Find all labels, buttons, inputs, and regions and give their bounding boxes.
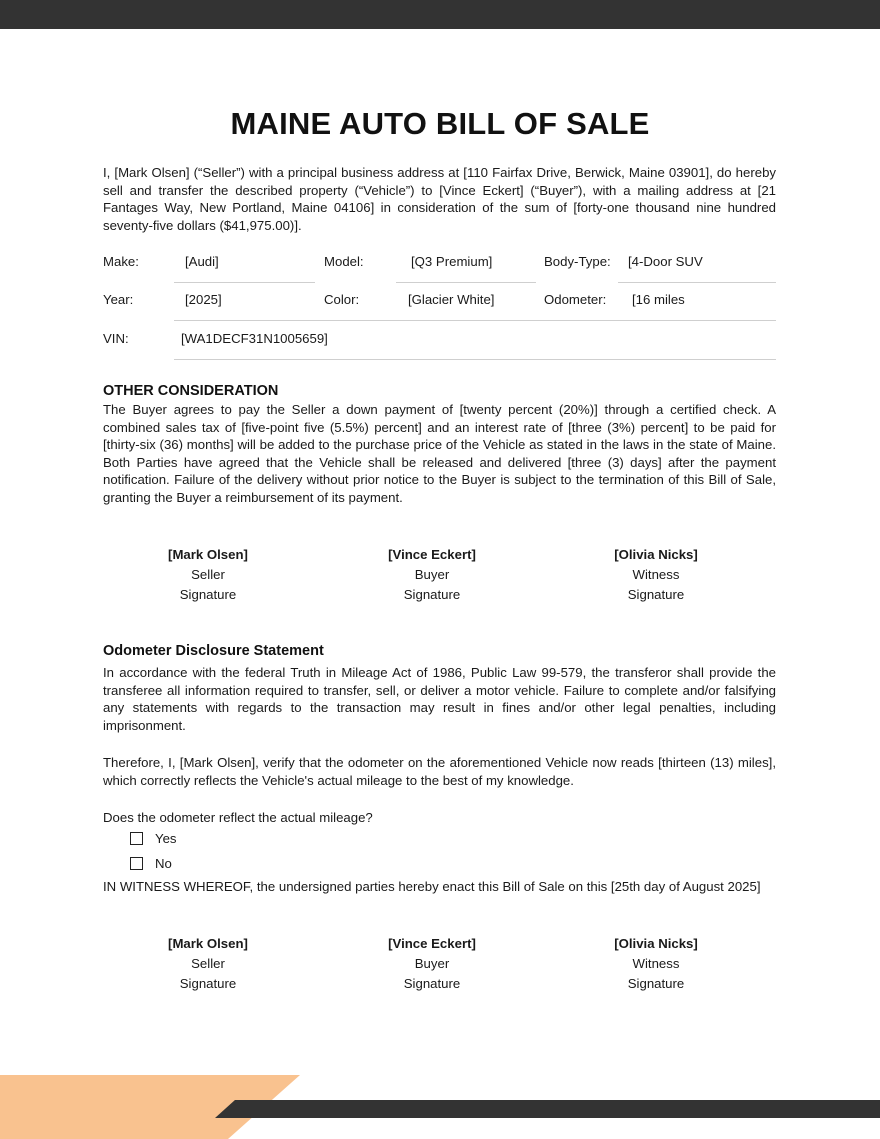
- signature-label: Signature: [179, 587, 237, 602]
- odometer-verification-paragraph: Therefore, I, [Mark Olsen], verify that the odometer on the aforementioned Vehicle now reads [thirteen (13) miles], which correctly reflects the Vehicle's actual mileage to the best of my knowledge.: [103, 755, 776, 788]
- footer-dark-bar: [215, 1100, 880, 1118]
- signature-name: [Olivia Nicks]: [614, 936, 698, 951]
- option-yes[interactable]: [130, 831, 177, 846]
- signature-role: Witness: [632, 567, 680, 582]
- signature-role: Witness: [632, 956, 680, 971]
- signature-label: Signature: [179, 976, 237, 991]
- signature-seller: [108, 934, 308, 994]
- model-value: [Q3 Premium]: [411, 254, 493, 269]
- signature-label: Signature: [403, 976, 461, 991]
- signature-name: [Olivia Nicks]: [614, 547, 698, 562]
- make-underline: [174, 282, 315, 283]
- odometer-label: Odometer:: [544, 292, 607, 307]
- signature-label: Signature: [627, 976, 685, 991]
- odometer-disclosure-paragraph: In accordance with the federal Truth in Mileage Act of 1986, Public Law 99-579, the transferor shall provide the transferee all information required to transfer, sell, or deliver a motor vehicle. Failure to complete and/or falsifying any statements with regards to the transaction may result in fines and/or other legal penalties, including imprisonment.: [103, 665, 776, 733]
- odometer-question: Does the odometer reflect the actual mileage?: [103, 810, 373, 825]
- signature-label: Signature: [627, 587, 685, 602]
- witness-statement: IN WITNESS WHEREOF, the undersigned parties hereby enact this Bill of Sale on this [25th day of August 2025]: [103, 879, 761, 894]
- vin-label: VIN:: [103, 331, 129, 346]
- body-type-value: [4-Door SUV: [628, 254, 703, 269]
- option-no[interactable]: [130, 856, 172, 871]
- model-underline: [396, 282, 536, 283]
- body-type-label: Body-Type:: [544, 254, 611, 269]
- checkbox-icon[interactable]: [130, 857, 143, 870]
- odometer-value: [16 miles: [632, 292, 685, 307]
- other-consideration-heading: OTHER CONSIDERATION: [103, 383, 279, 399]
- make-label: Make:: [103, 254, 139, 269]
- checkbox-icon[interactable]: [130, 832, 143, 845]
- signature-role: Buyer: [414, 567, 450, 582]
- year-label: Year:: [103, 292, 134, 307]
- signature-seller: [108, 545, 308, 605]
- intro-paragraph: I, [Mark Olsen] (“Seller”) with a principal business address at [110 Fairfax Drive, Berwick, Maine 03901], do hereby sell and transfer the described property (“Vehicle”) to [Vince Eckert] (“Buyer”), with a mailing address at [21 Fantages Way, New Portland, Maine 04106] in consideration of the sum of [forty-one thousand nine hundred seventy-five dollars ($41,975.00)].: [103, 165, 776, 233]
- color-label: Color:: [324, 292, 360, 307]
- color-value: [Glacier White]: [408, 292, 495, 307]
- option-yes-label: Yes: [155, 831, 177, 846]
- signature-name: [Vince Eckert]: [388, 547, 476, 562]
- signature-label: Signature: [403, 587, 461, 602]
- signature-role: Seller: [191, 956, 225, 971]
- signature-role: Seller: [191, 567, 225, 582]
- header-bar: [0, 0, 880, 29]
- body-type-underline: [618, 282, 776, 283]
- signature-name: [Vince Eckert]: [388, 936, 476, 951]
- signature-buyer: [332, 934, 532, 994]
- vin-value: [WA1DECF31N1005659]: [181, 331, 328, 346]
- make-value: [Audi]: [185, 254, 219, 269]
- year-row-underline: [174, 320, 776, 321]
- signature-witness: [556, 934, 756, 994]
- document-title: MAINE AUTO BILL OF SALE: [230, 106, 650, 141]
- signature-name: [Mark Olsen]: [168, 547, 248, 562]
- option-no-label: No: [155, 856, 172, 871]
- signature-witness: [556, 545, 756, 605]
- vin-underline: [174, 359, 776, 360]
- signature-buyer: [332, 545, 532, 605]
- odometer-disclosure-heading: Odometer Disclosure Statement: [103, 643, 324, 659]
- other-consideration-text: The Buyer agrees to pay the Seller a down payment of [twenty percent (20%)] through a certified check. A combined sales tax of [five-point five (5.5%) percent] and an interest rate of [three (3%) percent] to be paid for [thirty-six (36) months] will be added to the purchase price of the Vehicle as stated in the laws in the state of Maine. Both Parties have agreed that the Vehicle shall be released and delivered [three (3) days] after the payment notification. Failure of the delivery without prior notice to the Buyer is subject to the termination of this Bill of Sale, granting the Buyer a reimbursement of its payment.: [103, 402, 776, 505]
- year-value: [2025]: [185, 292, 222, 307]
- model-label: Model:: [324, 254, 364, 269]
- signature-name: [Mark Olsen]: [168, 936, 248, 951]
- signature-role: Buyer: [414, 956, 450, 971]
